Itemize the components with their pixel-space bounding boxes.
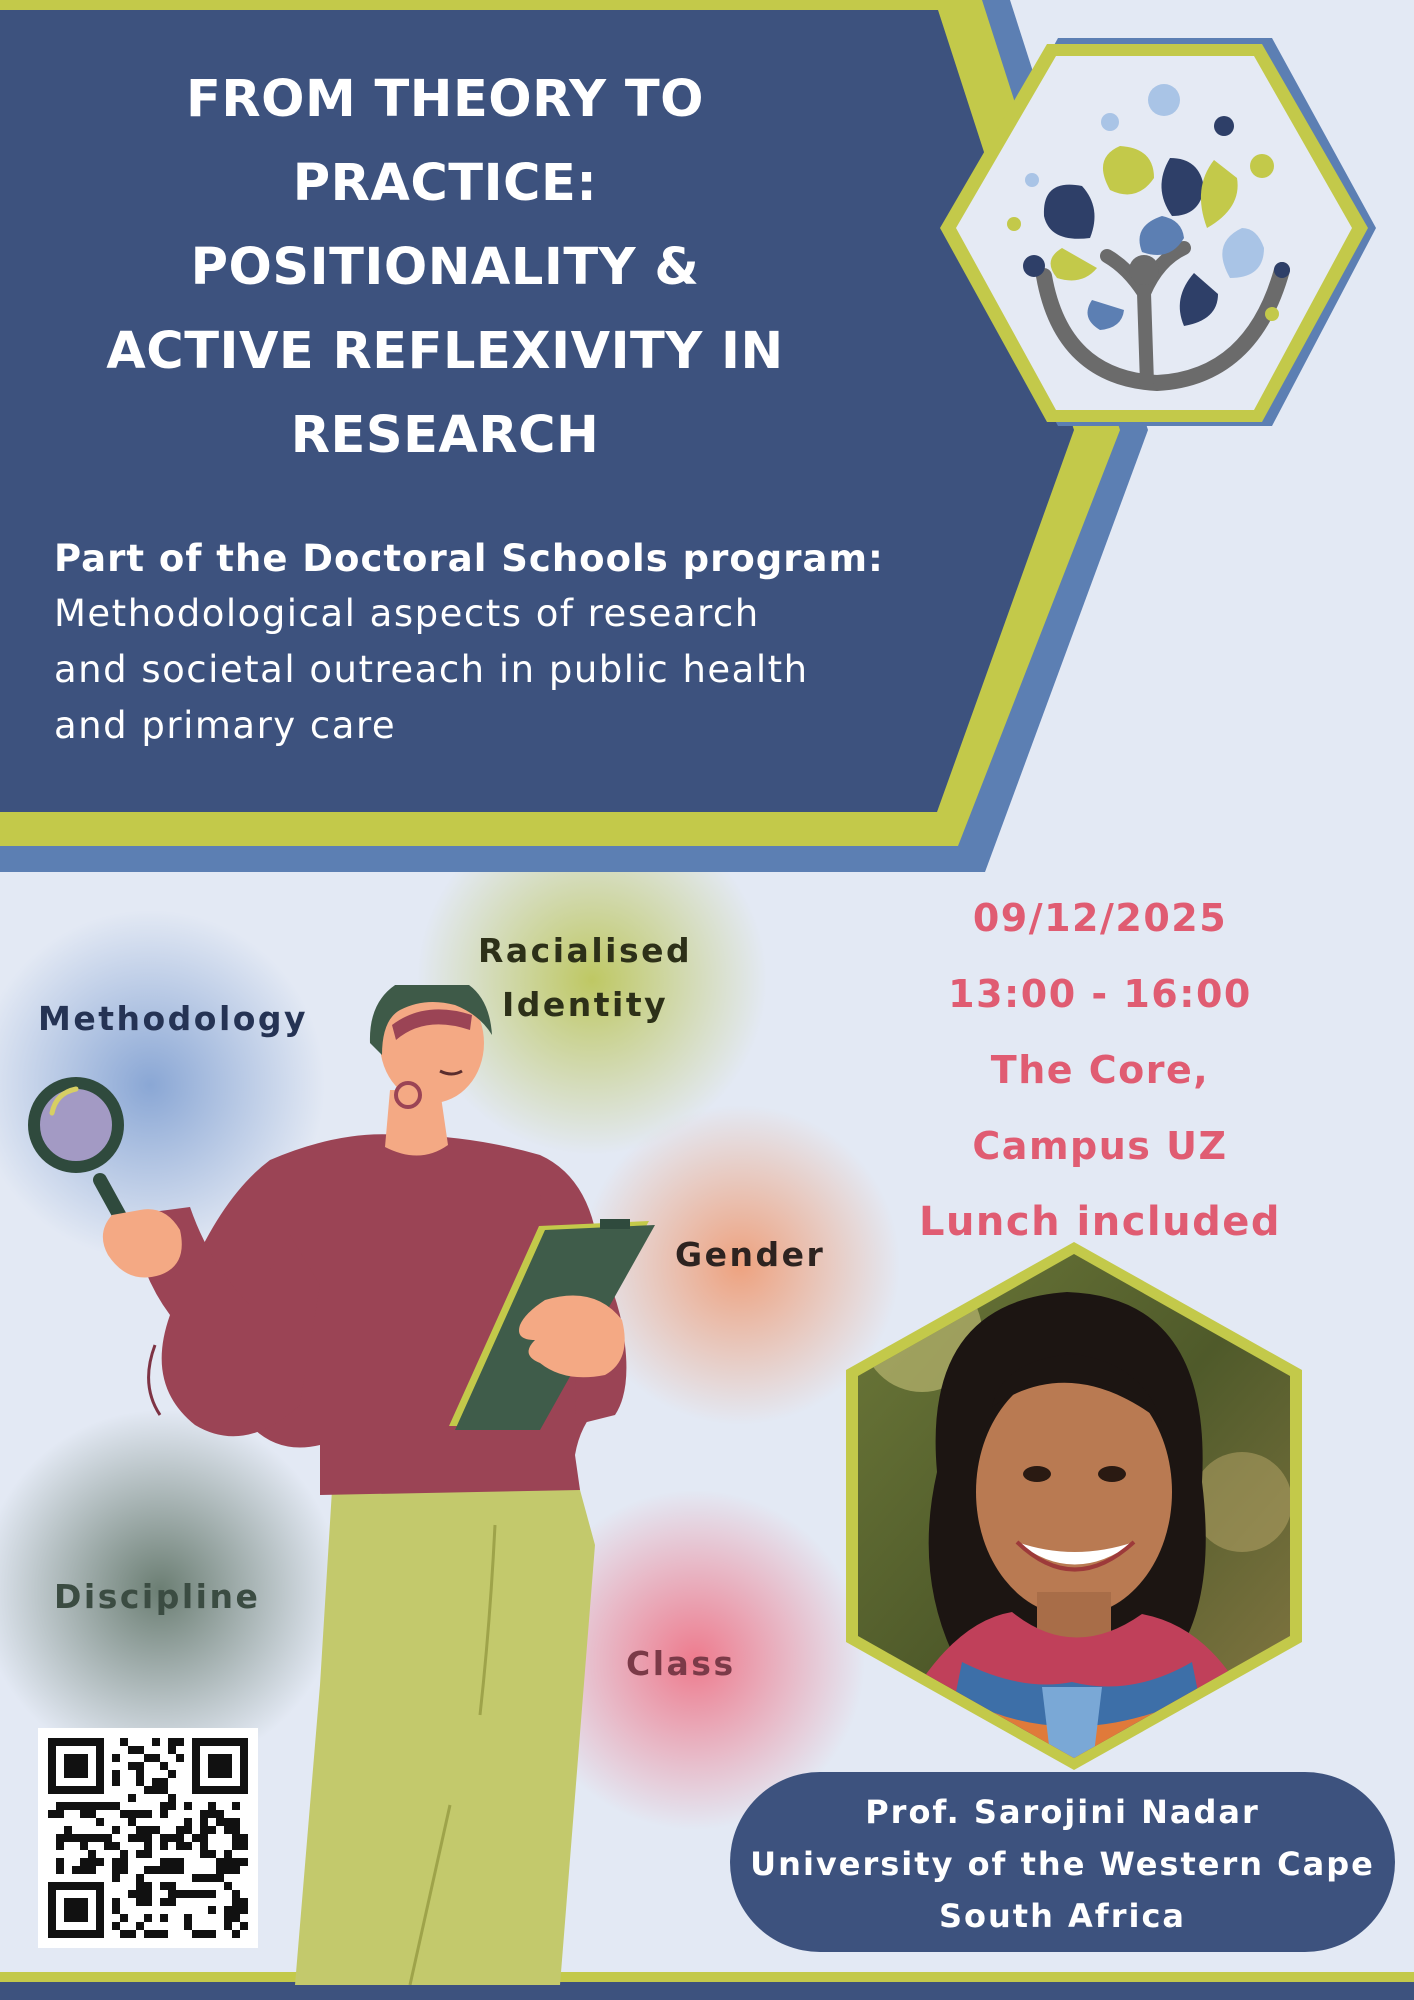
speaker-country: South Africa	[938, 1897, 1187, 1935]
topic-discipline: Discipline	[54, 1577, 261, 1616]
program-description-line-1: Methodological aspects of research	[54, 592, 760, 635]
program-description	[54, 586, 984, 754]
topic-methodology: Methodology	[38, 999, 309, 1038]
event-lunch: Lunch included	[918, 1199, 1282, 1245]
speaker-name: Prof. Sarojini Nadar	[865, 1793, 1260, 1831]
title-line-5: RESEARCH	[290, 406, 600, 465]
program-description-line-2: and societal outreach in public health	[54, 648, 809, 691]
event-venue-line-1: The Core,	[990, 1048, 1210, 1092]
program-description-line-3: and primary care	[54, 704, 397, 747]
event-details	[860, 880, 1340, 1260]
topic-class: Class	[626, 1644, 736, 1683]
event-date: 09/12/2025	[972, 896, 1228, 940]
program-label: Part of the Doctoral Schools program:	[54, 537, 884, 580]
program-info	[54, 532, 984, 754]
qr-code-icon[interactable]	[38, 1728, 258, 1948]
title-line-3: POSITIONALITY &	[190, 238, 700, 297]
event-title	[40, 58, 850, 478]
speaker-info	[730, 1772, 1395, 1952]
speaker-affiliation: University of the Western Cape	[750, 1845, 1375, 1883]
topic-gender: Gender	[675, 1235, 826, 1274]
magnifier-icon	[34, 1083, 122, 1220]
speaker-portrait	[842, 1242, 1306, 1770]
title-line-2: PRACTICE:	[292, 154, 598, 213]
tree-logo-icon	[932, 38, 1382, 428]
event-venue-line-2: Campus UZ	[972, 1124, 1228, 1168]
event-time: 13:00 - 16:00	[948, 972, 1252, 1016]
topic-racialised-line-2: Identity	[501, 985, 669, 1024]
title-line-1: FROM THEORY TO	[186, 70, 704, 129]
topic-racialised-line-1: Racialised	[478, 931, 693, 970]
title-line-4: ACTIVE REFLEXIVITY IN	[106, 322, 784, 381]
